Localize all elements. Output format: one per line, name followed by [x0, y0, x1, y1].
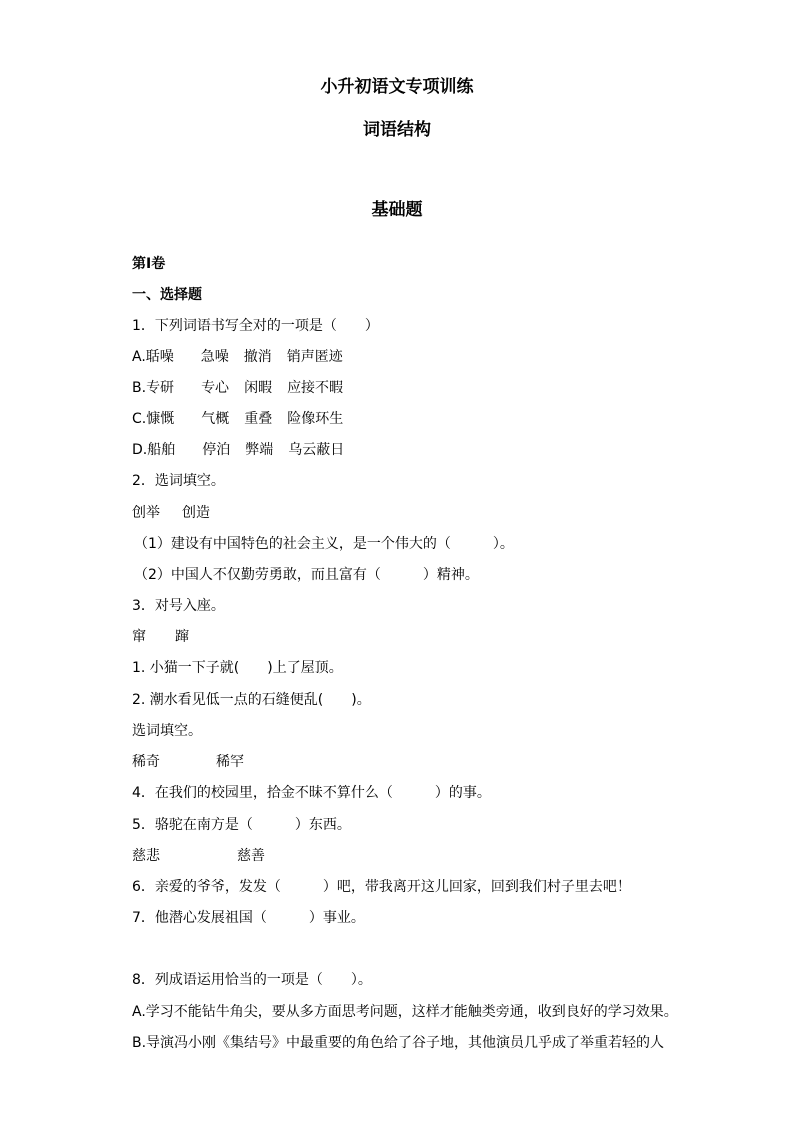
choice-word: 创造 — [182, 505, 210, 521]
q4-stem: 4．在我们的校园里，拾金不昧不算什么（ ）的事。 — [132, 785, 491, 801]
q2-item-2: （2）中国人不仅勤劳勇敢，而且富有（ ）精神。 — [134, 567, 479, 583]
choice-word: 慈善 — [237, 848, 265, 864]
q6-word-choices — [132, 847, 265, 865]
word: 急噪 — [200, 349, 229, 365]
word: 气概 — [201, 411, 230, 427]
q1-option-d — [132, 441, 344, 459]
q3-item-2: 2. 潮水看见低一点的石缝便乱( )。 — [132, 692, 371, 708]
choice-word: 慈悲 — [132, 848, 160, 864]
q1-option-b — [132, 379, 343, 397]
word: 险像环生 — [287, 411, 344, 427]
word: 船舶 — [147, 442, 176, 458]
q3-item-1: 1. 小猫一下子就( )上了屋顶。 — [132, 660, 343, 676]
word: 弊端 — [245, 442, 274, 458]
q3-word-choices — [132, 628, 189, 646]
q5-stem: 5．骆驼在南方是（ ）东西。 — [132, 817, 351, 833]
doc-subtitle: 词语结构 — [363, 120, 431, 140]
choice-word: 稀奇 — [132, 754, 160, 770]
choice-word: 窜 — [132, 629, 146, 645]
q8-option-b: B.导演冯小刚《集结号》中最重要的角色给了谷子地，其他演员几乎成了举重若轻的人 — [132, 1035, 665, 1051]
q1-stem: 1．下列词语书写全对的一项是（ ） — [132, 318, 379, 334]
option-label: B. — [132, 380, 147, 396]
word: 重叠 — [244, 411, 273, 427]
q7-stem: 7．他潜心发展祖国（ ）事业。 — [132, 910, 365, 926]
choice-word: 蹿 — [175, 629, 189, 645]
word: 乌云蔽日 — [288, 442, 345, 458]
word: 撤消 — [243, 349, 272, 365]
q1-option-a — [132, 348, 343, 366]
option-label: D. — [132, 442, 148, 458]
word: 闲暇 — [244, 380, 273, 396]
word: 销声匿迹 — [286, 349, 343, 365]
q8-stem: 8．列成语运用恰当的一项是（ ）。 — [132, 972, 372, 988]
option-label: A. — [132, 349, 146, 365]
q2-item-1: （1）建设有中国特色的社会主义，是一个伟大的（ ）。 — [134, 536, 514, 552]
choice-word: 稀罕 — [216, 754, 244, 770]
q6-stem: 6．亲爱的爷爷，发发（ ）吧，带我离开这儿回家，回到我们村子里去吧！ — [132, 879, 631, 895]
q3-word-choices-2 — [132, 753, 244, 771]
volume-label: 第I卷 — [132, 256, 166, 272]
word: 慷慨 — [146, 411, 175, 427]
word: 停泊 — [202, 442, 231, 458]
q2-word-choices — [132, 504, 210, 522]
word: 专心 — [201, 380, 230, 396]
word: 专研 — [146, 380, 175, 396]
part-heading: 一、选择题 — [132, 287, 202, 303]
q2-stem: 2．选词填空。 — [132, 473, 225, 489]
q8-option-a: A.学习不能钻牛角尖，要从多方面思考问题，这样才能触类旁通，收到良好的学习效果。 — [132, 1004, 678, 1020]
q1-option-c — [132, 410, 343, 428]
word: 应接不暇 — [287, 380, 344, 396]
q3-sub-stem: 选词填空。 — [132, 723, 202, 739]
section-heading: 基础题 — [371, 200, 423, 220]
word: 聒噪 — [145, 349, 174, 365]
doc-title: 小升初语文专项训练 — [320, 77, 474, 97]
q3-stem: 3．对号入座。 — [132, 598, 225, 614]
option-label: C. — [132, 411, 147, 427]
choice-word: 创举 — [132, 505, 160, 521]
